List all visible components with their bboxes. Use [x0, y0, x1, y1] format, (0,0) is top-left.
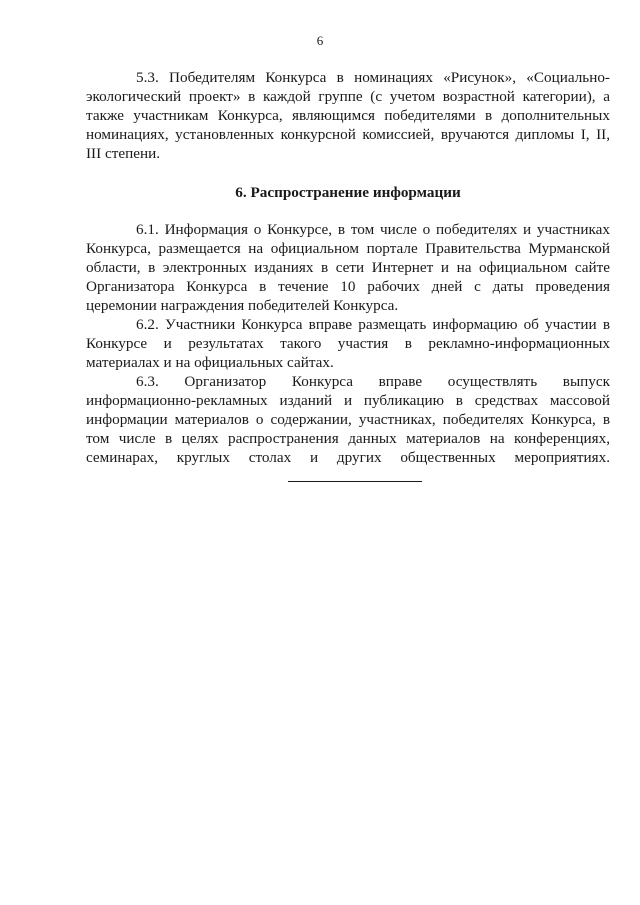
end-of-document-rule	[288, 481, 422, 482]
paragraph-5-3: 5.3. Победителям Конкурса в номинациях «Рисунок», «Социально-экологический проект» в каждой группе (с учетом возрастной категории), а также участникам Конкурса, являющимся победителями в дополнительных номинациях, установленных конкурсной комиссией, вручаются дипломы I, II, III степени.	[86, 69, 610, 162]
paragraph-6-3: 6.3. Организатор Конкурса вправе осуществлять выпуск информационно-рекламных изданий и публикацию в средствах массовой информации материалов о содержании, участниках, победителях Конкурса, в том числе в целях распространения данных материалов на конференциях, семинарах, круглых столах и других общественных мероприятиях.	[86, 373, 610, 466]
section-heading-6: 6. Распространение информации	[235, 184, 461, 201]
paragraph-6-2: 6.2. Участники Конкурса вправе размещать информацию об участии в Конкурсе и результатах такого участия в рекламно-информационных материалах и на официальных сайтах.	[86, 316, 610, 371]
page-number: 6	[316, 33, 324, 48]
paragraph-6-1: 6.1. Информация о Конкурсе, в том числе о победителях и участниках Конкурса, размещается на официальном портале Правительства Мурманской области, в электронных изданиях в сети Интернет и на официальном сайте Организатора Конкурса в течение 10 рабочих дней с даты проведения церемонии награждения победителей Конкурса.	[86, 221, 610, 314]
document-body	[86, 68, 610, 467]
